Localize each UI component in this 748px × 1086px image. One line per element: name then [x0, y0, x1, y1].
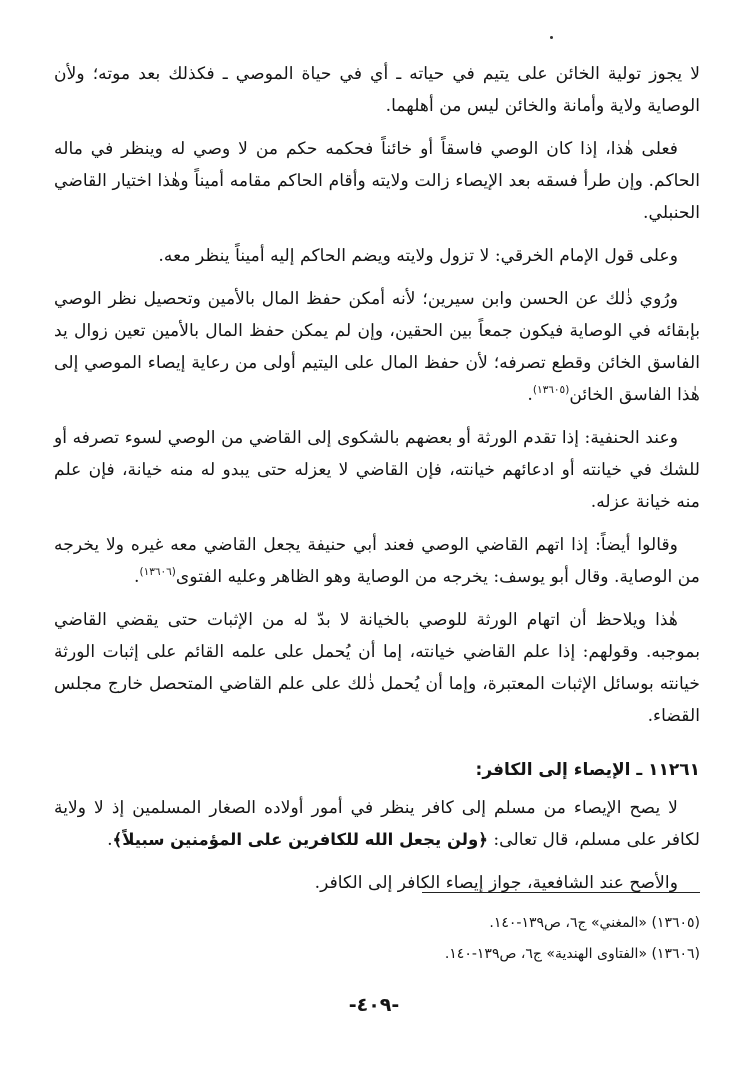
footnote-reference[interactable]: (١٣٦٠٥) [532, 384, 570, 396]
paragraph-text: لا يصح الإيصاء من مسلم إلى كافر ينظر في أمور أولاده الصغار المسلمين إذ لا ولاية لكافر على مسلم، قال تعالى: [54, 798, 700, 850]
paragraph-text: ورُوي ذٰلك عن الحسن وابن سيرين؛ لأنه أمكن حفظ المال بالأمين وتحصيل نظر الوصي بإبقائه في الوصاية فيكون جمعاً بين الحقين، وإن لم يمكن حفظ المال بالأمين تعين زوال يد الفاسق الخائن وقطع تصرفه؛ لأن حفظ المال على اليتيم أولى من رعاية إيصاء الموصي إلى هٰذا الفاسق الخائن [54, 289, 700, 405]
footnote-item: (١٣٦٠٦) «الفتاوى الهندية» ج٦، ص١٣٩-١٤٠. [444, 946, 700, 962]
quran-verse: ﴿ولن يجعل الله للكافرين على المؤمنين سبيلاً﴾ [112, 830, 488, 849]
paragraph: ورُوي ذٰلك عن الحسن وابن سيرين؛ لأنه أمكن حفظ المال بالأمين وتحصيل نظر الوصي بإبقائه في الوصاية فيكون جمعاً بين الحقين، وإن لم يمكن حفظ المال بالأمين تعين زوال يد الفاسق الخائن وقطع تصرفه؛ لأن حفظ المال على اليتيم أولى من رعاية إيصاء الموصي إلى هٰذا الفاسق الخائن$^{(١٣٦٠٥)}$. [54, 289, 700, 405]
paragraph: لا يصح الإيصاء من مسلم إلى كافر ينظر في أمور أولاده الصغار المسلمين إذ لا ولاية لكافر على مسلم، قال تعالى: ﴿ولن يجعل الله للكافرين على المؤمنين سبيلاً﴾. [54, 798, 700, 850]
page-number: -٤٠٩- [348, 994, 400, 1016]
paragraph: والأصح عند الشافعية، جواز إيصاء الكافر إلى الكافر. [314, 873, 678, 893]
paragraph-text: وقالوا أيضاً: إذا اتهم القاضي الوصي فعند أبي حنيفة يجعل القاضي معه غيره ولا يخرجه من الوصاية. وقال أبو يوسف: يخرجه من الوصاية وهو الظاهر وعليه الفتوى [54, 535, 700, 587]
paragraph: لا يجوز تولية الخائن على يتيم في حياته ـ أي في حياة الموصي ـ فكذلك بعد موته؛ ولأن الوصاية ولاية وأمانة والخائن ليس من أهلهما. [54, 64, 700, 116]
section-heading: ١١٢٦١ ـ الإيصاء إلى الكافر: [475, 760, 700, 780]
footnote-item: (١٣٦٠٥) «المغني» ج٦، ص١٣٩-١٤٠. [489, 915, 700, 931]
footnote-divider [422, 892, 700, 893]
paragraph: وعلى قول الإمام الخرقي: لا تزول ولايته ويضم الحاكم إليه أميناً ينظر معه. [158, 246, 678, 266]
footnote-reference[interactable]: (١٣٦٠٦) [139, 566, 176, 578]
page-mark-dot [550, 36, 553, 39]
paragraph: وعند الحنفية: إذا تقدم الورثة أو بعضهم بالشكوى إلى القاضي من الوصي لسوء تصرفه أو للشك في خيانته أو ادعائهم خيانته، فإن القاضي لا يعزله حتى يبدو له منه خيانة، فإن علم منه خيانة عزله. [54, 428, 700, 512]
paragraph: فعلى هٰذا، إذا كان الوصي فاسقاً أو خائناً فحكمه حكم من لا وصي له وينظر في ماله الحاكم. وإن طرأ فسقه بعد الإيصاء زالت ولايته وأقام الحاكم مقامه أميناً وهٰذا اختيار القاضي الحنبلي. [54, 139, 700, 223]
paragraph: وقالوا أيضاً: إذا اتهم القاضي الوصي فعند أبي حنيفة يجعل القاضي معه غيره ولا يخرجه من الوصاية. وقال أبو يوسف: يخرجه من الوصاية وهو الظاهر وعليه الفتوى$^{(١٣٦٠٦)}$. [54, 535, 700, 587]
footnotes [60, 908, 700, 970]
paragraph: هٰذا ويلاحظ أن اتهام الورثة للوصي بالخيانة لا بدّ له من الإثبات حتى يقضي القاضي بموجبه. وقولهم: إذا علم القاضي خيانته، إما أن يُحمل على علمه القائم على إثبات الورثة خيانته بوسائل الإثبات المعتبرة، وإما أن يُحمل ذٰلك على علم القاضي المتحصل خارج مجلس القضاء. [54, 610, 700, 726]
main-text [54, 58, 700, 899]
